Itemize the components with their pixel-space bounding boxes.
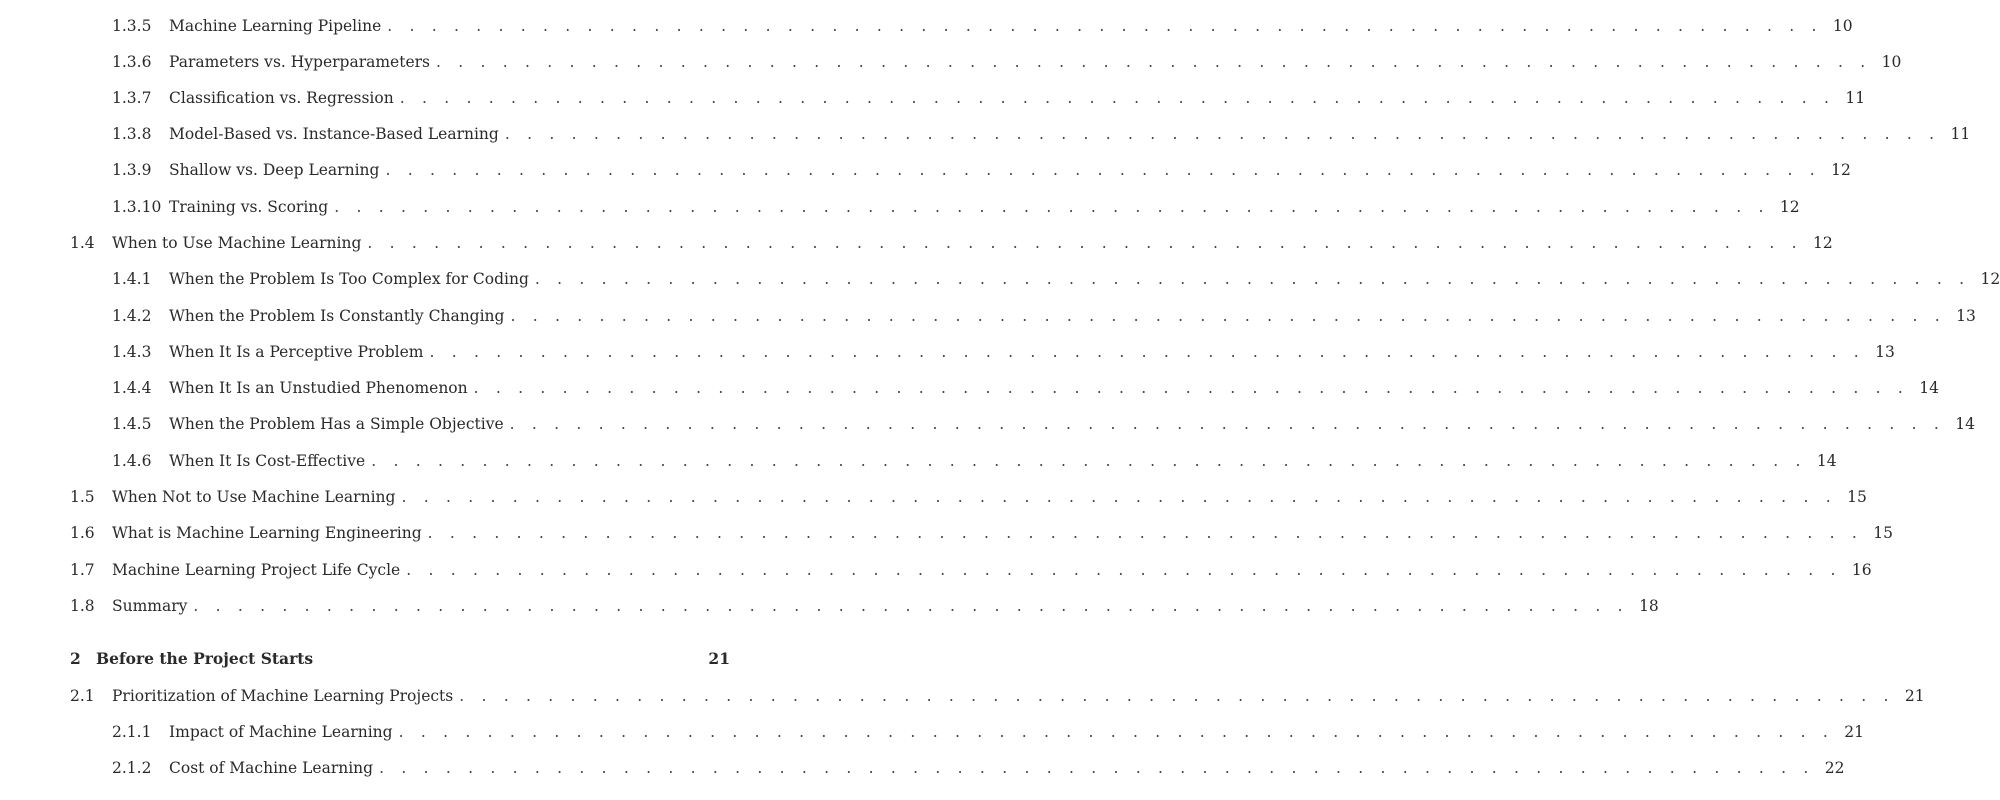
entry-number: 1.4 xyxy=(70,234,95,252)
entry-number: 1.3.5 xyxy=(112,17,152,35)
entry-title: What is Machine Learning Engineering xyxy=(112,524,422,542)
dot-leader: . . . . . . . . . . . . . . . . . . . . . . . . . . . . . . . . . . . . . . . . . . . . . . . . . . . . . . . . . . . . . . . . . xyxy=(473,379,1910,397)
entry-number: 1.3.7 xyxy=(112,89,152,107)
entry-title: When the Problem Has a Simple Objective xyxy=(169,415,504,433)
toc-entry-2-1-1[interactable] xyxy=(112,720,1864,744)
entry-title: When to Use Machine Learning xyxy=(112,234,362,252)
dot-leader: . . . . . . . . . . . . . . . . . . . . . . . . . . . . . . . . . . . . . . . . . . . . . . . . . . . . . . . . . . . . . . . . . xyxy=(387,17,1823,35)
entry-number: 1.3.10 xyxy=(112,198,162,216)
dot-leader: . . . . . . . . . . . . . . . . . . . . . . . . . . . . . . . . . . . . . . . . . . . . . . . . . . . . . . . . . . . . . . . . . xyxy=(534,270,1971,288)
dot-leader: . . . . . . . . . . . . . . . . . . . . . . . . . . . . . . . . . . . . . . . . . . . . . . . . . . . . . . . . . . . . . . . . . xyxy=(509,415,1946,433)
entry-title: Cost of Machine Learning xyxy=(169,759,374,777)
toc-entry-1-3-5[interactable] xyxy=(112,14,1853,38)
chapter-number: 2 xyxy=(70,649,81,668)
entry-title: Classification vs. Regression xyxy=(169,89,394,107)
entry-page: 18 xyxy=(1639,597,1659,615)
entry-title: Machine Learning Pipeline xyxy=(169,17,382,35)
entry-page: 12 xyxy=(1779,198,1800,216)
entry-page: 16 xyxy=(1851,561,1872,579)
entry-page: 14 xyxy=(1955,415,1976,433)
dot-leader: . . . . . . . . . . . . . . . . . . . . . . . . . . . . . . . . . . . . . . . . . . . . . . . . . . . . . . . . . . . . . . . . . xyxy=(429,343,1865,361)
dot-leader: . . . . . . . . . . . . . . . . . . . . . . . . . . . . . . . . . . . . . . . . . . . . . . . . . . . . . . . . . . . . . . . . . xyxy=(504,125,1941,143)
entry-page: 11 xyxy=(1845,89,1866,107)
entry-page: 11 xyxy=(1950,125,1971,143)
entry-number: 1.4.3 xyxy=(112,343,152,361)
dot-leader: . . . . . . . . . . . . . . . . . . . . . . . . . . . . . . . . . . . . . . . . . . . . . . . . . . . . . . . . . . . . . . . . . xyxy=(401,488,1837,506)
toc-entry-1-4-1[interactable] xyxy=(112,267,2000,291)
entry-page: 10 xyxy=(1832,17,1853,35)
toc-entry-1-4-5[interactable] xyxy=(112,412,1976,436)
entry-page: 12 xyxy=(1980,270,2000,288)
entry-number: 1.5 xyxy=(70,488,95,506)
entry-title: When the Problem Is Constantly Changing xyxy=(169,307,505,325)
toc-entry-1-4[interactable] xyxy=(70,231,1833,255)
chapter-page: 21 xyxy=(708,649,730,668)
entry-page: 14 xyxy=(1816,452,1837,470)
entry-title: Model-Based vs. Instance-Based Learning xyxy=(169,125,499,143)
toc-entry-1-6[interactable] xyxy=(70,521,1894,545)
dot-leader: . . . . . . . . . . . . . . . . . . . . . . . . . . . . . . . . . . . . . . . . . . . . . . . . . . . . . . . . . . . . . . . . . xyxy=(399,89,1836,107)
entry-page: 12 xyxy=(1813,234,1833,252)
entry-number: 2.1 xyxy=(70,687,95,705)
dot-leader: . . . . . . . . . . . . . . . . . . . . . . . . . . . . . . . . . . . . . . . . . . . . . . . . . . . . . . . . . . . . . . . . . xyxy=(379,759,1815,777)
entry-title: When It Is a Perceptive Problem xyxy=(169,343,424,361)
toc-entry-1-4-3[interactable] xyxy=(112,340,1895,364)
toc-entry-1-5[interactable] xyxy=(70,485,1867,509)
dot-leader: . . . . . . . . . . . . . . . . . . . . . . . . . . . . . . . . . . . . . . . . . . . . . . . . . . . . . . . . . . . . . . . . . xyxy=(367,234,1803,252)
toc-entry-2-1[interactable] xyxy=(70,684,1925,708)
toc-entry-1-4-4[interactable] xyxy=(112,376,1940,400)
toc-entry-1-8[interactable] xyxy=(70,594,1659,618)
entry-title: Machine Learning Project Life Cycle xyxy=(112,561,401,579)
entry-title: Parameters vs. Hyperparameters xyxy=(169,53,430,71)
entry-title: Impact of Machine Learning xyxy=(169,723,393,741)
toc-chapter-2[interactable] xyxy=(70,647,730,671)
toc-entry-1-4-6[interactable] xyxy=(112,449,1837,473)
entry-title: When the Problem Is Too Complex for Coding xyxy=(169,270,529,288)
entry-page: 13 xyxy=(1875,343,1895,361)
entry-page: 21 xyxy=(1844,723,1864,741)
entry-number: 1.3.8 xyxy=(112,125,152,143)
dot-leader: . . . . . . . . . . . . . . . . . . . . . . . . . . . . . . . . . . . . . . . . . . . . . . . . . . . . . . . . . . . . . . . . . xyxy=(385,161,1821,179)
entry-number: 1.4.2 xyxy=(112,307,152,325)
entry-title: Training vs. Scoring xyxy=(169,198,329,216)
entry-number: 1.8 xyxy=(70,597,95,615)
entry-title: Prioritization of Machine Learning Projects xyxy=(112,687,454,705)
dot-leader: . . . . . . . . . . . . . . . . . . . . . . . . . . . . . . . . . . . . . . . . . . . . . . . . . . . . . . . . . . . . . . . . . xyxy=(459,687,1895,705)
dot-leader: . . . . . . . . . . . . . . . . . . . . . . . . . . . . . . . . . . . . . . . . . . . . . . . . . . . . . . . . . . . . . . . . . xyxy=(334,198,1770,216)
entry-page: 14 xyxy=(1919,379,1940,397)
dot-leader: . . . . . . . . . . . . . . . . . . . . . . . . . . . . . . . . . . . . . . . . . . . . . . . . . . . . . . . . . . . . . . . . . xyxy=(427,524,1864,542)
toc-entry-1-3-9[interactable] xyxy=(112,158,1851,182)
toc-entry-2-1-2[interactable] xyxy=(112,756,1845,780)
entry-page: 15 xyxy=(1847,488,1867,506)
dot-leader: . . . . . . . . . . . . . . . . . . . . . . . . . . . . . . . . . . . . . . . . . . . . . . . . . . . . . . . . . . . . . . . . . xyxy=(406,561,1842,579)
entry-number: 1.6 xyxy=(70,524,95,542)
entry-page: 22 xyxy=(1824,759,1845,777)
entry-page: 12 xyxy=(1831,161,1851,179)
entry-number: 2.1.1 xyxy=(112,723,152,741)
toc-entry-1-3-7[interactable] xyxy=(112,86,1866,110)
toc-entry-1-3-10[interactable] xyxy=(112,195,1800,219)
dot-leader: . . . . . . . . . . . . . . . . . . . . . . . . . . . . . . . . . . . . . . . . . . . . . . . . . . . . . . . . . . . . . . . . . xyxy=(371,452,1807,470)
entry-number: 1.3.6 xyxy=(112,53,152,71)
entry-title: When Not to Use Machine Learning xyxy=(112,488,396,506)
toc-entry-1-4-2[interactable] xyxy=(112,304,1976,328)
entry-number: 1.3.9 xyxy=(112,161,152,179)
entry-page: 10 xyxy=(1881,53,1902,71)
toc-entry-1-3-8[interactable] xyxy=(112,122,1971,146)
entry-number: 1.4.6 xyxy=(112,452,152,470)
entry-title: When It Is an Unstudied Phenomenon xyxy=(169,379,468,397)
entry-number: 1.4.1 xyxy=(112,270,152,288)
entry-number: 1.4.5 xyxy=(112,415,152,433)
entry-title: Shallow vs. Deep Learning xyxy=(169,161,380,179)
entry-title: When It Is Cost-Effective xyxy=(169,452,366,470)
entry-number: 1.7 xyxy=(70,561,95,579)
entry-page: 13 xyxy=(1956,307,1976,325)
dot-leader: . . . . . . . . . . . . . . . . . . . . . . . . . . . . . . . . . . . . . . . . . . . . . . . . . . . . . . . . . . . . . . . . . xyxy=(435,53,1872,71)
chapter-title: Before the Project Starts xyxy=(96,649,314,668)
entry-page: 21 xyxy=(1904,687,1925,705)
dot-leader: . . . . . . . . . . . . . . . . . . . . . . . . . . . . . . . . . . . . . . . . . . . . . . . . . . . . . . . . . . . . . . . . . xyxy=(193,597,1629,615)
dot-leader: . . . . . . . . . . . . . . . . . . . . . . . . . . . . . . . . . . . . . . . . . . . . . . . . . . . . . . . . . . . . . . . . . xyxy=(510,307,1946,325)
entry-title: Summary xyxy=(112,597,188,615)
entry-number: 2.1.2 xyxy=(112,759,152,777)
toc-entry-1-7[interactable] xyxy=(70,558,1872,582)
entry-number: 1.4.4 xyxy=(112,379,152,397)
entry-page: 15 xyxy=(1873,524,1894,542)
dot-leader: . . . . . . . . . . . . . . . . . . . . . . . . . . . . . . . . . . . . . . . . . . . . . . . . . . . . . . . . . . . . . . . . . xyxy=(398,723,1834,741)
toc-entry-1-3-6[interactable] xyxy=(112,50,1902,74)
